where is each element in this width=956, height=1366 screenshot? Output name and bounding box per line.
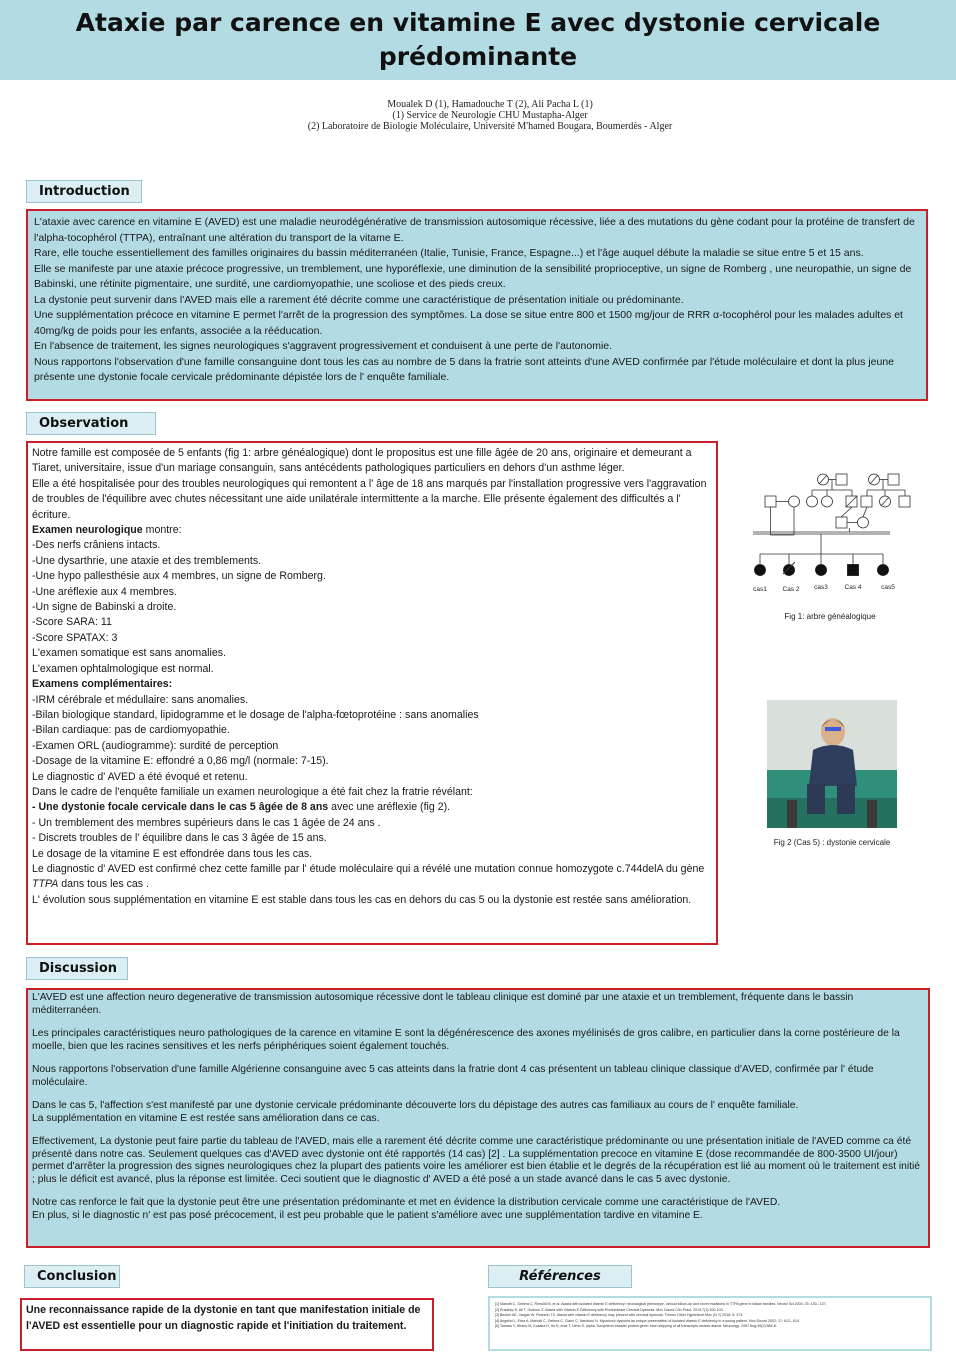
obs-line: -Bilan biologique standard, lipidogramme et le dosage de l'alpha-fœtoprotéine : sans anomalies <box>32 708 479 721</box>
obs-line: -Score SPATAX: 3 <box>32 631 118 644</box>
obs-line: -Score SARA: 11 <box>32 616 112 629</box>
disc-paragraph: Nous rapportons l'observation d'une famille Algérienne consanguine avec 5 cas atteints dans la fratrie dont 4 cas présentent un tableau clinique classique d'AVED, confirmée par l' étude moléculaire. <box>32 1064 874 1088</box>
discussion-heading: Discussion <box>26 957 128 980</box>
obs-paragraph: Elle a été hospitalisée pour des troubles neurologiques qui remontent a l' âge de 18 ans marqués par l'installation progressive vers l'aggravation de troubles de l'équilibre avec chutes nécessitant une aide unilatérale intermittente a la marche. Elle présente également des difficultés a l' écriture. <box>32 477 707 521</box>
pedigree-female <box>789 496 800 507</box>
obs-line: -Examen ORL (audiogramme): surdité de perception <box>32 739 279 752</box>
pedigree-figure <box>745 470 915 600</box>
affiliation-2: (2) Laboratoire de Biologie Moléculaire, Université M'hamed Bougara, Boumerdès - Alger <box>307 121 673 132</box>
intro-paragraph: L'ataxie avec carence en vitamine E (AVED) est une maladie neurodégénérative de transmission autosomique récessive, liée a des mutations du gène codant pour la protéine de transfert de l'alpha-tocophérol (TTPA), entraînant une altération du transport de la vitame E. <box>34 216 915 244</box>
pedigree-affected-case2 <box>784 565 795 576</box>
obs-line: - Discrets troubles de l' équilibre dans le cas 3 âgée de 15 ans. <box>32 832 327 845</box>
disc-paragraph: L'AVED est une affection neuro degenerative de transmission autosomique récessive dont le tableau clinique est dominé par une ataxie et un tremblement, fréquente dans le bassin méditerranéen. <box>32 992 854 1016</box>
obs-line: L'examen ophtalmologique est normal. <box>32 662 214 675</box>
affiliation-1: (1) Service de Neurologie CHU Mustapha-Alger <box>392 110 588 121</box>
conclusion-box <box>20 1298 434 1351</box>
pedigree-affected-case3 <box>816 565 827 576</box>
obs-line: Le dosage de la vitamine E est effondrée dans tous les cas. <box>32 847 313 860</box>
obs-line: -Une hypo pallesthésie aux 4 membres, un signe de Romberg. <box>32 570 326 583</box>
complementary-exams-label: Examens complémentaires: <box>32 678 173 691</box>
intro-paragraph: Elle se manifeste par une ataxie précoce progressive, un tremblement, une hyporéflexie, une diminution de la sensibilité proprioceptive, un signe de Romberg , une neuropathie, un signe de Babinski, une rétinite pigmentaire, une surdité, une cardiomyopathie, une scoliose et des pieds creux. <box>34 262 912 290</box>
obs-line: Examen neurologique montre: <box>32 524 182 537</box>
observation-heading: Observation <box>26 412 156 435</box>
fig1-caption: Fig 1: arbre généalogique <box>784 612 876 621</box>
obs-line: -Dosage de la vitamine E: effondré a 0,86 mg/l (normale: 7-15). <box>32 755 329 768</box>
conclusion-heading: Conclusion <box>24 1265 120 1288</box>
obs-paragraph: Notre famille est composée de 5 enfants (fig 1: arbre généalogique) dont le propositus est une fille âgée de 20 ans, originaire et demeurant a Tiaret, universitaire, issue d'un mariage consanguin, sans antécédents pathologiques particuliers en dehors d'un asthme léger. <box>32 447 692 475</box>
reference-item: [4] Angelini L, Erba A, Mariotti C, Gellera C, Ciano C, Nardocci N. Myoclonic dystonia as unique presentation of isolated vitamin E deficiency in a young patient. Mov Disord 2002; 17: 612– 614 <box>495 1318 800 1323</box>
title-line-1: Ataxie par carence en vitamine E avec dystonie cervicale <box>75 8 881 37</box>
obs-line: Le diagnostic d' AVED est confirmé chez cette famille par l' étude moléculaire qui a révélé une mutation connue homozygote c.744delA du gène TTPA dans tous les cas . <box>32 862 705 891</box>
pedigree-female <box>807 496 818 507</box>
pedigree-male <box>861 496 872 507</box>
obs-line: -Des nerfs crâniens intacts. <box>32 539 161 552</box>
obs-line: -Bilan cardiaque: pas de cardiomyopathie. <box>32 724 230 737</box>
author-names: Moualek D (1), Hamadouche T (2), Ali Pacha L (1) <box>387 99 593 110</box>
obs-line: -IRM cérébrale et médullaire: sans anomalies. <box>32 693 249 706</box>
patient-photo <box>767 700 897 828</box>
obs-line: -Une aréflexie aux 4 membres. <box>32 585 177 598</box>
pedigree-male <box>836 474 847 485</box>
references-heading: Références <box>488 1265 632 1288</box>
gene-name: TTPA <box>32 878 59 891</box>
obs-line: Le diagnostic d' AVED a été évoqué et retenu. <box>32 770 248 783</box>
poster-title <box>0 0 956 80</box>
pedigree-male <box>899 496 910 507</box>
reference-item: [3] Becker AE, Vargas W, Pearson TS. Ataxia with vitamin E deficiency may present with cervical dystonia. Tremor Other Hyperkinet Mov (N Y) 2016; 6: 374. <box>495 1313 744 1317</box>
pedigree-affected-case4 <box>848 565 859 576</box>
pedigree-label: Cas 4 <box>844 584 862 591</box>
obs-line: L'examen somatique est sans anomalies. <box>32 647 226 660</box>
intro-paragraph: En l'absence de traitement, les signes neurologiques s'aggravent progressivement et conduisent à une perte de l'autonomie. <box>34 340 613 352</box>
obs-line: - Un tremblement des membres supérieurs dans le cas 1 âgée de 24 ans . <box>32 816 381 829</box>
observation-box <box>26 441 718 945</box>
authors-block <box>200 99 780 132</box>
fig2-caption: Fig 2 (Cas 5) : dystonie cervicale <box>773 838 891 847</box>
pedigree-label: cas1 <box>753 586 767 593</box>
intro-paragraph: Une supplémentation précoce en vitamine E permet l'arrêt de la progression des symptômes. La dose se situe entre 800 et 1500 mg/jour de RRR α-tocophérol pour les malades adultes et 40mg/kg de poids pour les enfants, associée a la rééducation. <box>34 309 903 337</box>
intro-paragraph: Nous rapportons l'observation d'une famille consanguine dont tous les cas au nombre de 5 dans la fratrie sont atteints d'une AVED confirmée par l'étude moléculaire et dont la plus jeune présente une dystonie focale cervicale prédominante dépistée lors de l' enquête familiale. <box>34 355 895 383</box>
intro-paragraph: La dystonie peut survenir dans l'AVED mais elle a rarement été décrite comme une caractéristique de présentation initiale ou prédominante. <box>34 293 684 306</box>
patient-photo-illustration <box>767 700 897 828</box>
obs-line: -Un signe de Babinski a droite. <box>32 601 177 614</box>
references-box <box>488 1296 932 1351</box>
discussion-box <box>26 988 930 1248</box>
pedigree-label: cas5 <box>881 584 895 591</box>
introduction-heading: Introduction <box>26 180 142 203</box>
obs-line: Dans le cadre de l'enquête familiale un examen neurologique a été fait chez la fratrie révélant: <box>32 785 473 798</box>
pedigree-male <box>836 517 847 528</box>
pedigree-male <box>888 474 899 485</box>
pedigree-affected-case5 <box>878 565 889 576</box>
obs-line: -Une dysarthrie, une ataxie et des tremblements. <box>32 554 262 567</box>
pedigree-label: Cas 2 <box>782 586 800 593</box>
obs-line: L' évolution sous supplémentation en vitamine E est stable dans tous les cas en dehors du cas 5 ou la dystonie est restée sans amélioration. <box>32 893 692 906</box>
disc-paragraph: La supplémentation en vitamine E est restée sans amélioration dans ce cas. <box>32 1112 380 1124</box>
neuro-exam-label: Examen neurologique <box>32 524 143 537</box>
obs-line: - Une dystonie focale cervicale dans le cas 5 âgée de 8 ans avec une aréflexie (fig 2). <box>32 801 451 814</box>
pedigree-affected-case1 <box>755 565 766 576</box>
reference-item: [2] Pradeep S, Ali T, Gudiuru Z. Ataxia with Vitamin E Deficiency with Predominant Cervical Dystonia. Mov Disord Clin Pract. 2019;7(1):100-103. <box>495 1307 724 1312</box>
disc-paragraph: Dans le cas 5, l'affection s'est manifesté par une dystonie cervicale prédominante découverte lors du dépistage des autres cas familiaux au cours de l' enquête familiale. <box>32 1100 799 1111</box>
conclusion-text: Une reconnaissance rapide de la dystonie en tant que manifestation initiale de l'AVED est essentielle pour un diagnostic rapide et l'initiation du traitement. <box>26 1304 421 1332</box>
reference-item: [1] Mariotti C, Gellera C, Rimoldi M, et al. Ataxia with isolated vitamin E deficiency: neurological phenotype, clinical follow-up and novel mutations in TTPA gene in Italian families. Neurol Sci 2004; 25: 130– 137. <box>495 1302 827 1306</box>
pedigree-male <box>765 496 776 507</box>
intro-paragraph: Rare, elle touche essentiellement des familles originaires du bassin méditerranéen (Italie, Tunisie, France, Espagne...) et l'âge auquel débute la maladie se situe entre 5 et 15 ans. <box>34 247 864 259</box>
reference-item: [5] Tamaru Y, Hirano M, Kusaka H, Ito H, Imai T, Ueno S. alpha-Tocopherol transfer protein gene: exon skipping of all transcripts causes ataxia. Neurology. 1997 Aug;49(2):584-8. <box>495 1324 777 1328</box>
disc-paragraph: En plus, si le diagnostic n' est pas posé précocement, il est peu probable que le patient s'améliore avec une supplémentation tardive en vitamine E. <box>32 1209 703 1221</box>
disc-paragraph: Notre cas renforce le fait que la dystonie peut être une présentation prédominante et met en évidence la distribution cervicale comme une caractéristique de l'AVED. <box>32 1197 781 1208</box>
pedigree-female <box>822 496 833 507</box>
pedigree-label: cas3 <box>814 584 828 591</box>
introduction-box <box>26 209 928 401</box>
pedigree-female <box>858 517 869 528</box>
disc-paragraph: Effectivement, La dystonie peut faire partie du tableau de l'AVED, mais elle a rarement été décrite comme une caractéristique prédominante ou une présentation initiale de l'AVED comme ca été présenté dans notre cas. Seulement quelques cas d'AVED avec dystonie ont été rapportés (14 cas) [2] . La supplémentation precoce en vitamine E (dose recommandée de 800-3500 UI/jour) permet d'arrêter la progression des signes neurologiques chez la plupart des patients voire les améliorer est bien établie et le degrés de la récupération est lié au moment où le traitement est initié ; plus le déficit est avancé, plus la réponse est limitée. Ceci soutient que le diagnostic d' AVED a été posé a un stade avancé dans le cas 5 avec dystonie. <box>32 1136 920 1185</box>
disc-paragraph: Les principales caractéristiques neuro pathologiques de la carence en vitamine E sont la dégénérescence des axones myélinisés de gros calibre, en particulier dans la corne postérieure de la moelle, bien que les racines sensitives et les nerfs périphériques soient également touchés. <box>32 1028 900 1052</box>
title-line-2: prédominante <box>378 42 578 71</box>
